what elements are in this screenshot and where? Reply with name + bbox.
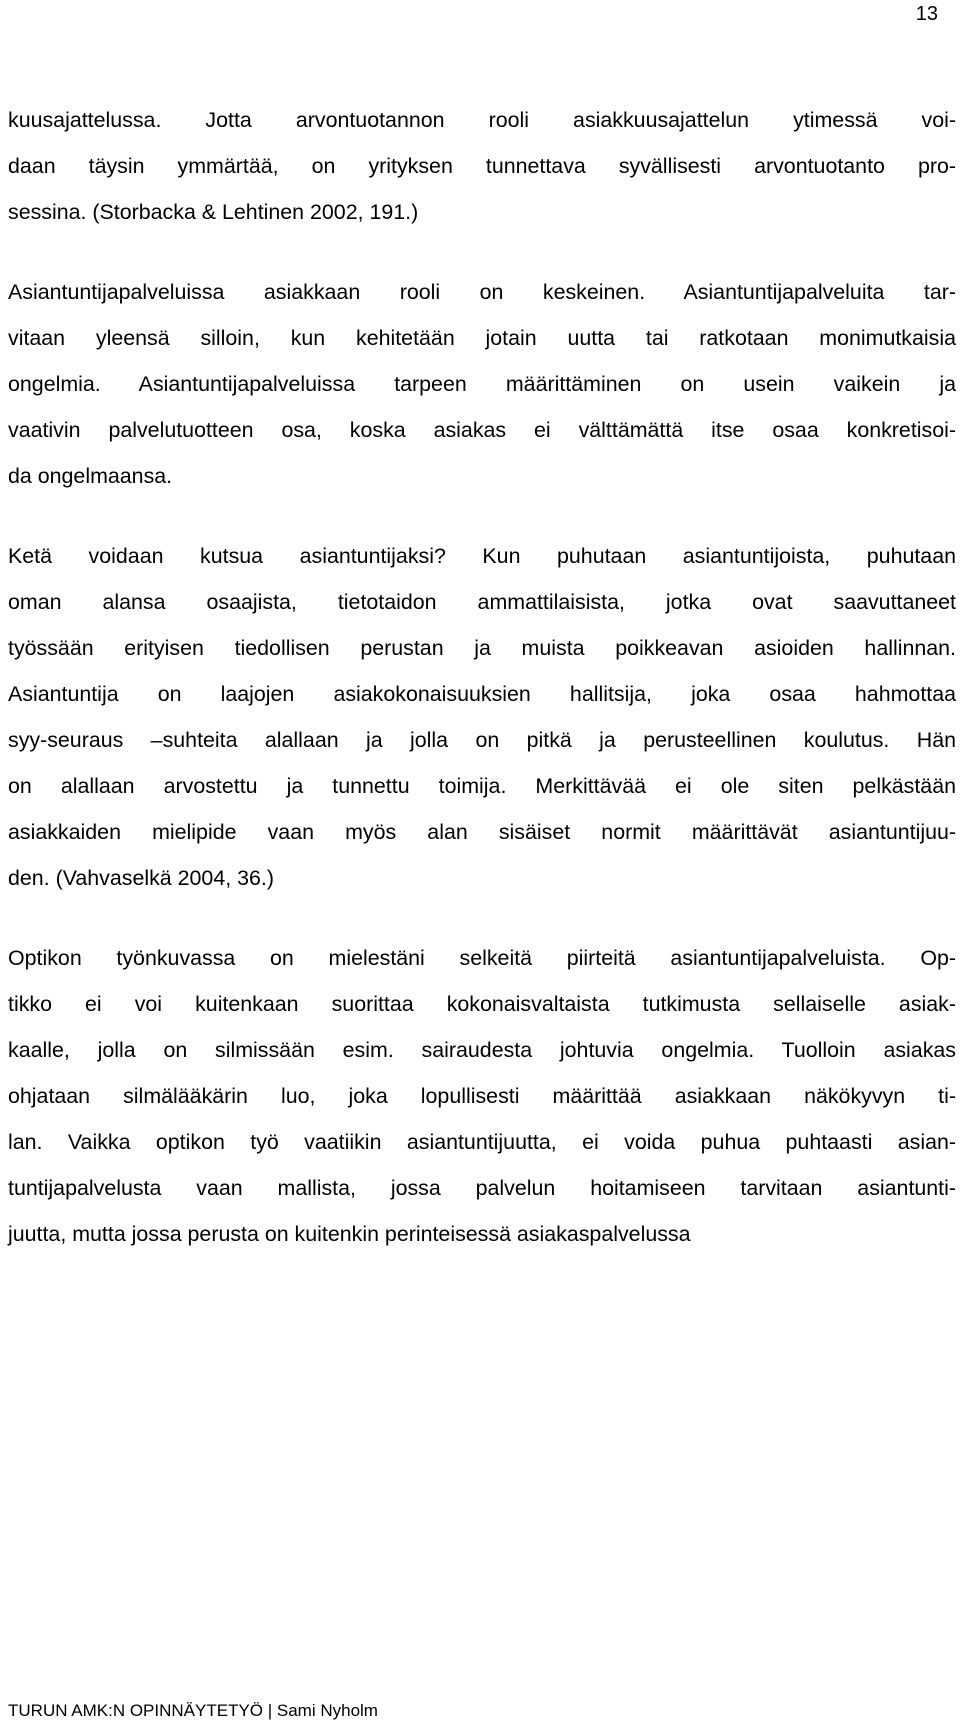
text-line: tuntijapalvelusta vaan mallista, jossa palvelun hoitamiseen tarvitaan asiantunti- <box>8 1176 956 1200</box>
paragraph-gap <box>8 235 956 269</box>
page-number: 13 <box>915 3 938 25</box>
text-line: daan täysin ymmärtää, on yrityksen tunnettava syvällisesti arvontuotanto pro- <box>8 154 956 178</box>
text-line: sessina. (Storbacka & Lehtinen 2002, 191.) <box>8 200 419 224</box>
text-line: kuusajattelussa. Jotta arvontuotannon rooli asiakkuusajattelun ytimessä voi- <box>8 108 956 132</box>
document-body <box>8 97 956 1257</box>
paragraph-asiantuntijapalvelut <box>8 269 956 499</box>
text-line: syy-seuraus –suhteita alallaan ja jolla on pitkä ja perusteellinen koulutus. Hän <box>8 728 956 752</box>
text-line: juutta, mutta jossa perusta on kuitenkin perinteisessä asiakaspalvelussa <box>8 1222 691 1246</box>
text-line: vaativin palvelutuotteen osa, koska asiakas ei välttämättä itse osaa konkretisoi- <box>8 418 956 442</box>
paragraph-gap <box>8 901 956 935</box>
text-line: da ongelmaansa. <box>8 464 173 488</box>
text-line: Optikon työnkuvassa on mielestäni selkeitä piirteitä asiantuntijapalveluista. Op- <box>8 946 956 970</box>
page-footer: TURUN AMK:N OPINNÄYTETYÖ | Sami Nyholm <box>8 1701 378 1720</box>
text-line: Asiantuntijapalveluissa asiakkaan rooli on keskeinen. Asiantuntijapalveluita tar- <box>8 280 956 304</box>
paragraph-optikko <box>8 935 956 1257</box>
text-line: on alallaan arvostettu ja tunnettu toimija. Merkittävää ei ole siten pelkästään <box>8 774 956 798</box>
paragraph-asiantuntija <box>8 533 956 901</box>
text-line: asiakkaiden mielipide vaan myös alan sisäiset normit määrittävät asiantuntijuu- <box>8 820 956 844</box>
text-line: Asiantuntija on laajojen asiakokonaisuuksien hallitsija, joka osaa hahmottaa <box>8 682 956 706</box>
text-line: oman alansa osaajista, tietotaidon ammattilaisista, jotka ovat saavuttaneet <box>8 590 956 614</box>
text-line: lan. Vaikka optikon työ vaatiikin asiantuntijuutta, ei voida puhua puhtaasti asian- <box>8 1130 956 1154</box>
text-line: Ketä voidaan kutsua asiantuntijaksi? Kun puhutaan asiantuntijoista, puhutaan <box>8 544 956 568</box>
text-line: tikko ei voi kuitenkaan suorittaa kokonaisvaltaista tutkimusta sellaiselle asiak- <box>8 992 956 1016</box>
paragraph-storbacka <box>8 97 956 235</box>
text-line: vitaan yleensä silloin, kun kehitetään jotain uutta tai ratkotaan monimutkaisia <box>8 326 956 350</box>
text-line: den. (Vahvaselkä 2004, 36.) <box>8 866 274 890</box>
text-line: kaalle, jolla on silmissään esim. sairaudesta johtuvia ongelmia. Tuolloin asiakas <box>8 1038 956 1062</box>
text-line: ongelmia. Asiantuntijapalveluissa tarpeen määrittäminen on usein vaikein ja <box>8 372 956 396</box>
text-line: ohjataan silmälääkärin luo, joka lopullisesti määrittää asiakkaan näkökyvyn ti- <box>8 1084 956 1108</box>
text-line: työssään erityisen tiedollisen perustan ja muista poikkeavan asioiden hallinnan. <box>8 636 956 660</box>
paragraph-gap <box>8 499 956 533</box>
